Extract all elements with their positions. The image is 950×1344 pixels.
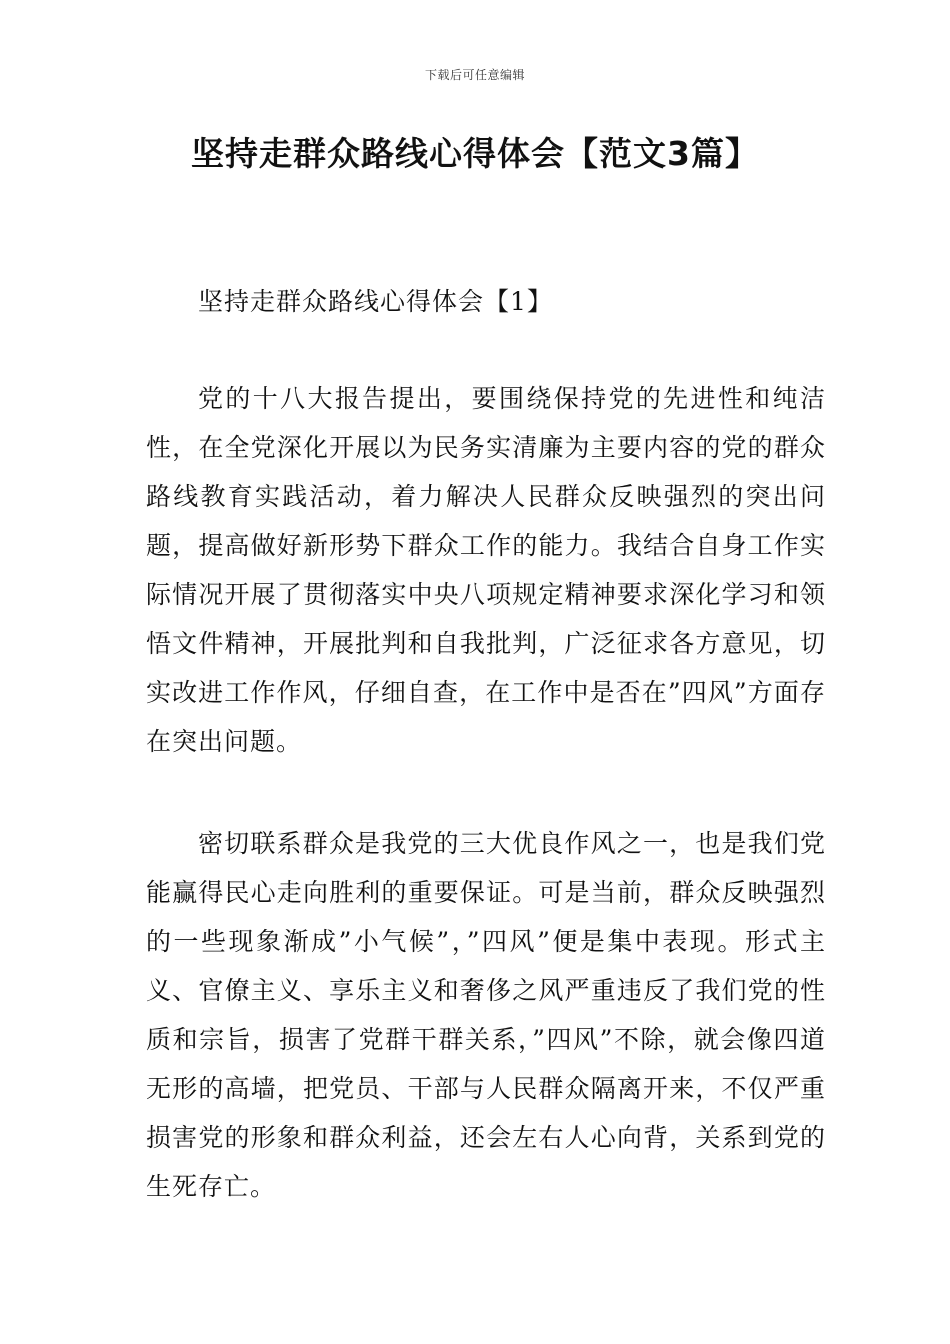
paragraph-2: 密切联系群众是我党的三大优良作风之一，也是我们党能赢得民心走向胜利的重要保证。可是当前，群众反映强烈的一些现象渐成”小气候”，”四风”便是集中表现。形式主义、官僚主义、享乐主义和奢侈之风严重违反了我们党的性质和宗旨，损害了党群干群关系，”四风”不除，就会像四道无形的高墙，把党员、干部与人民群众隔离开来，不仅严重损害党的形象和群众利益，还会左右人心向背，关系到党的生死存亡。 [146,829,826,1201]
section-heading: 坚持走群众路线心得体会【1】 [198,287,553,316]
document-body [146,282,826,1264]
document-title: 坚持走群众路线心得体会【范文3篇】 [191,134,759,173]
paragraph-1: 党的十八大报告提出，要围绕保持党的先进性和纯洁性，在全党深化开展以为民务实清廉为主要内容的党的群众路线教育实践活动，着力解决人民群众反映强烈的突出问题，提高做好新形势下群众工作的能力。我结合自身工作实际情况开展了贯彻落实中央八项规定精神要求深化学习和领悟文件精神，开展批判和自我批判，广泛征求各方意见，切实改进工作作风，仔细自查，在工作中是否在”四风”方面存在突出问题。 [146,384,826,756]
header-note: 下载后可任意编辑 [424,68,525,82]
